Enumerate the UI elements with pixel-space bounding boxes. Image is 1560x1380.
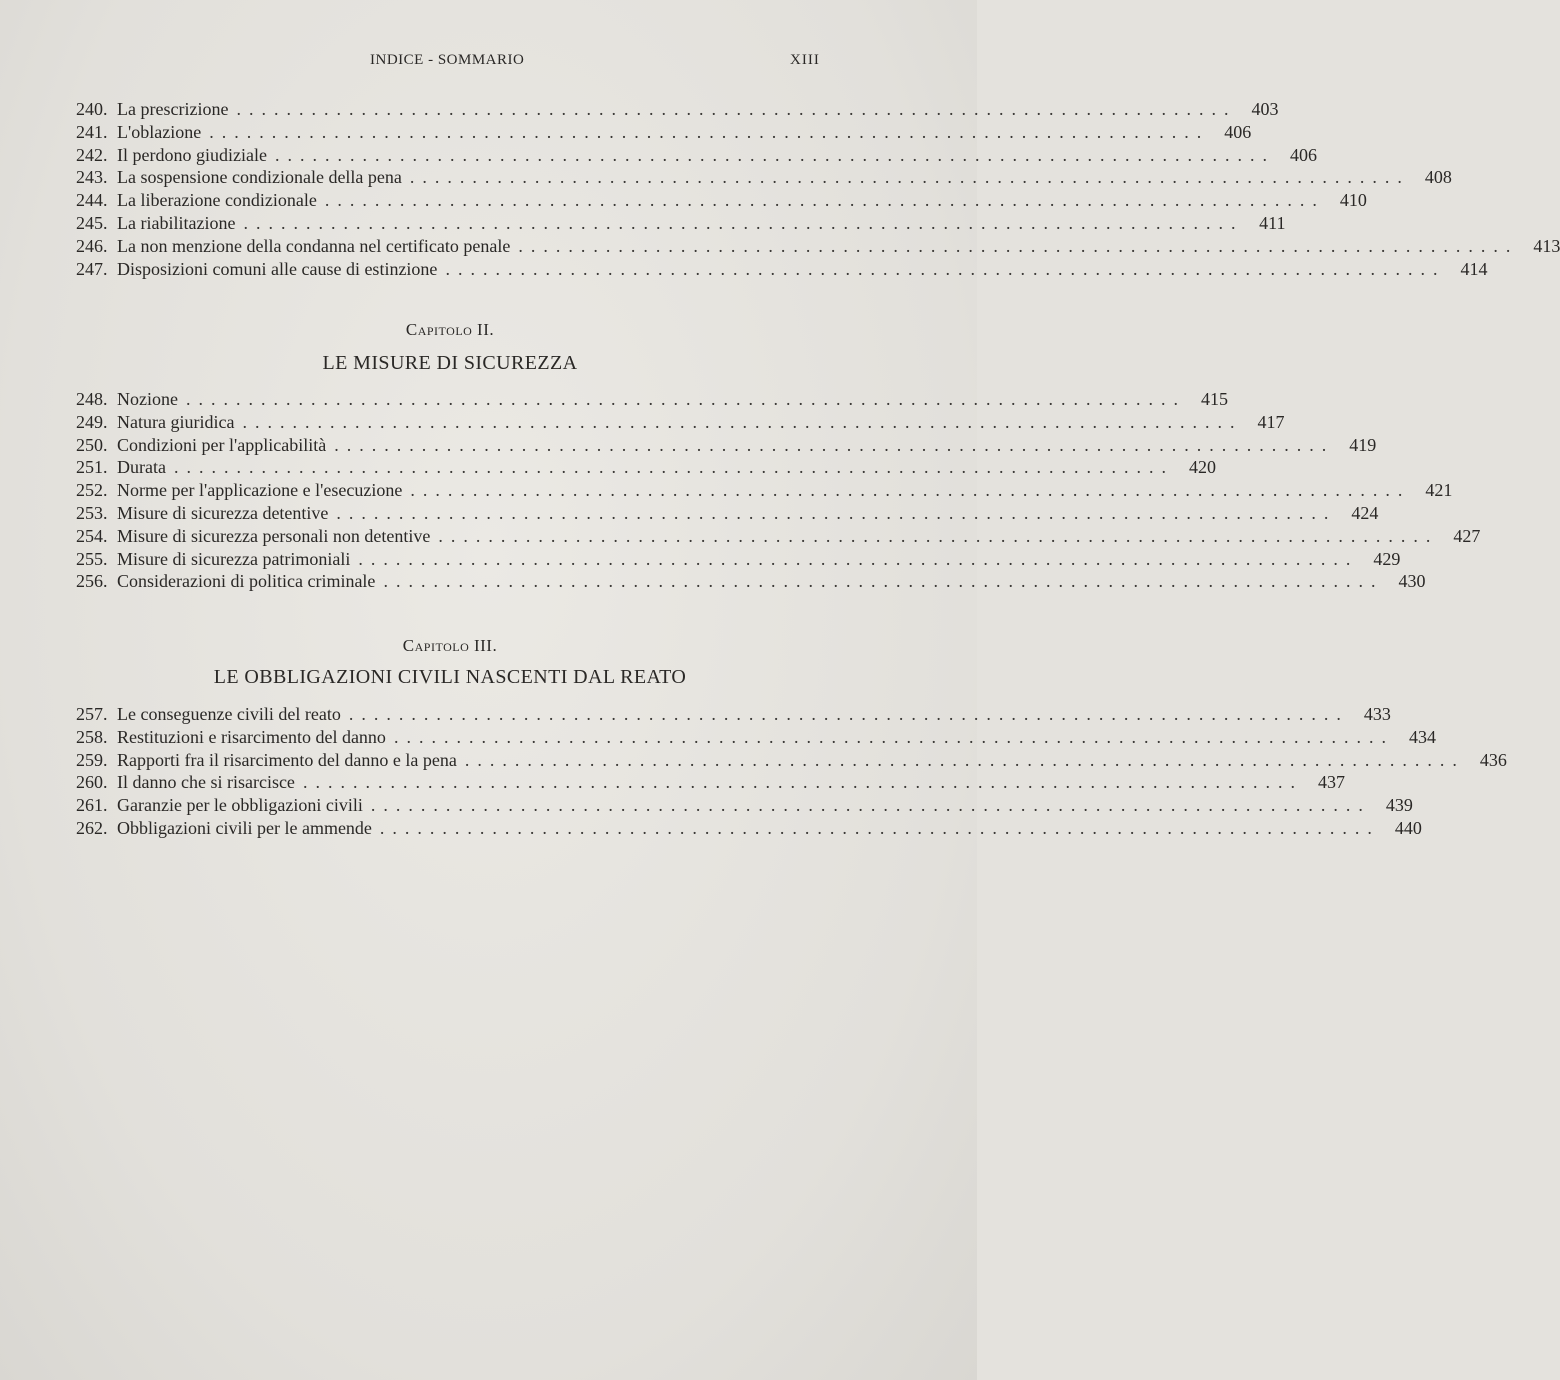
- leader-dots: ................................................................................: [464, 749, 1465, 770]
- entry-title: La non menzione della condanna nel certificato penale: [117, 235, 511, 256]
- chapter-title: LE MISURE DI SICUREZZA: [322, 352, 578, 374]
- entry-title: Misure di sicurezza detentive: [117, 502, 329, 523]
- toc-entry: [76, 548, 1401, 571]
- toc-entry: [76, 749, 1507, 772]
- leader-dots: ................................................................................: [334, 434, 1335, 455]
- entry-page: 414: [1460, 258, 1488, 279]
- entry-number: 247.: [76, 258, 108, 279]
- toc-entry: [76, 235, 1560, 258]
- entry-title: Restituzioni e risarcimento del danno: [117, 726, 386, 747]
- page-number: XIII: [790, 52, 820, 68]
- entry-number: 249.: [76, 411, 108, 432]
- leader-dots: ................................................................................: [438, 525, 1439, 546]
- toc-entry: [76, 189, 1367, 212]
- entry-number: 254.: [76, 525, 108, 546]
- toc-entry: [76, 144, 1317, 167]
- entry-number: 252.: [76, 480, 108, 501]
- leader-dots: ................................................................................: [302, 772, 1303, 793]
- entry-page: 436: [1479, 749, 1507, 770]
- entry-page: 408: [1424, 167, 1452, 188]
- leader-dots: ................................................................................: [348, 704, 1349, 724]
- leader-dots: ................................................................................: [209, 121, 1210, 142]
- entry-title: Norme per l'applicazione e l'esecuzione: [117, 480, 403, 501]
- entry-page: 433: [1363, 704, 1391, 724]
- entry-title: L'oblazione: [117, 121, 202, 142]
- leader-dots: ................................................................................: [370, 795, 1371, 816]
- entry-page: 413: [1533, 235, 1560, 256]
- entry-page: 417: [1257, 411, 1285, 432]
- entry-title: Natura giuridica: [117, 411, 235, 432]
- leader-dots: ................................................................................: [324, 190, 1325, 211]
- entry-title: Obbligazioni civili per le ammende: [117, 817, 372, 838]
- entry-number: 248.: [76, 389, 108, 409]
- entry-title: Misure di sicurezza personali non detentive: [117, 525, 431, 546]
- entry-page: 406: [1289, 144, 1317, 165]
- entry-title: Nozione: [117, 389, 178, 409]
- entry-number: 245.: [76, 212, 108, 233]
- toc-entry: [76, 411, 1285, 434]
- toc-list-chapter2: [76, 388, 1481, 593]
- toc-entry: [76, 166, 1452, 189]
- toc-entry: [76, 502, 1379, 525]
- entry-number: 257.: [76, 704, 108, 724]
- entry-page: 419: [1349, 434, 1377, 455]
- entry-number: 253.: [76, 502, 108, 523]
- entry-page: 427: [1453, 525, 1481, 546]
- chapter-label: Capitolo III.: [402, 636, 498, 655]
- toc-entry: [76, 771, 1345, 794]
- entry-page: 434: [1408, 726, 1436, 747]
- leader-dots: ................................................................................: [518, 235, 1519, 256]
- entry-page: 430: [1398, 571, 1426, 592]
- leader-dots: ................................................................................: [274, 144, 1275, 165]
- leader-dots: ................................................................................: [185, 389, 1186, 409]
- entry-title: La liberazione condizionale: [117, 190, 317, 211]
- leader-dots: ................................................................................: [242, 411, 1243, 432]
- entry-page: 415: [1200, 389, 1228, 409]
- entry-number: 259.: [76, 749, 108, 770]
- toc-entry: [76, 258, 1488, 281]
- toc-entry: [76, 121, 1252, 144]
- entry-title: La sospensione condizionale della pena: [117, 167, 402, 188]
- entry-number: 255.: [76, 548, 108, 569]
- entry-page: 403: [1251, 99, 1279, 119]
- leader-dots: ................................................................................: [393, 726, 1394, 747]
- entry-page: 410: [1339, 190, 1367, 211]
- entry-title: La riabilitazione: [117, 212, 236, 233]
- entry-number: 242.: [76, 144, 108, 165]
- entry-page: 420: [1188, 457, 1216, 478]
- toc-list-chapter3: [76, 703, 1507, 840]
- toc-entry: [76, 817, 1422, 840]
- entry-title: Garanzie per le obbligazioni civili: [117, 795, 363, 816]
- entry-number: 256.: [76, 571, 108, 592]
- entry-number: 250.: [76, 434, 108, 455]
- entry-title: Rapporti fra il risarcimento del danno e la pena: [117, 749, 457, 770]
- entry-number: 260.: [76, 772, 108, 793]
- toc-entry: [76, 726, 1436, 749]
- entry-page: 440: [1394, 817, 1422, 838]
- leader-dots: ................................................................................: [173, 457, 1174, 478]
- entry-page: 437: [1317, 772, 1345, 793]
- entry-page: 406: [1224, 121, 1252, 142]
- leader-dots: ................................................................................: [410, 480, 1411, 501]
- entry-page: 421: [1425, 480, 1453, 501]
- entry-number: 261.: [76, 795, 108, 816]
- entry-page: 424: [1351, 502, 1379, 523]
- entry-title: Considerazioni di politica criminale: [117, 571, 376, 592]
- entry-number: 258.: [76, 726, 108, 747]
- entry-title: Durata: [117, 457, 166, 478]
- leader-dots: ................................................................................: [243, 212, 1244, 233]
- toc-list-section1: [76, 98, 1560, 280]
- entry-title: Condizioni per l'applicabilità: [117, 434, 327, 455]
- entry-number: 244.: [76, 190, 108, 211]
- chapter-label: Capitolo II.: [405, 320, 495, 339]
- running-head: [0, 52, 977, 72]
- entry-title: Le conseguenze civili del reato: [117, 704, 341, 724]
- entry-page: 439: [1385, 795, 1413, 816]
- leader-dots: ................................................................................: [409, 167, 1410, 188]
- leader-dots: ................................................................................: [379, 817, 1380, 838]
- leader-dots: ................................................................................: [336, 502, 1337, 523]
- entry-title: La prescrizione: [117, 99, 229, 119]
- toc-entry: [76, 479, 1453, 502]
- toc-entry: [76, 456, 1216, 479]
- entry-number: 246.: [76, 235, 108, 256]
- entry-title: Misure di sicurezza patrimoniali: [117, 548, 351, 569]
- entry-number: 241.: [76, 121, 108, 142]
- entry-title: Il perdono giudiziale: [117, 144, 267, 165]
- entry-title: Disposizioni comuni alle cause di estinzione: [117, 258, 438, 279]
- running-title: INDICE - SOMMARIO: [370, 52, 525, 68]
- toc-entry: [76, 703, 1391, 726]
- leader-dots: ................................................................................: [445, 258, 1446, 279]
- toc-entry: [76, 570, 1426, 593]
- toc-entry: [76, 434, 1377, 457]
- entry-page: 429: [1373, 548, 1401, 569]
- entry-number: 251.: [76, 457, 108, 478]
- entry-number: 243.: [76, 167, 108, 188]
- toc-entry: [76, 98, 1279, 121]
- toc-entry: [76, 794, 1413, 817]
- leader-dots: ................................................................................: [236, 99, 1237, 119]
- leader-dots: ................................................................................: [358, 548, 1359, 569]
- chapter-title: LE OBBLIGAZIONI CIVILI NASCENTI DAL REATO: [213, 666, 687, 688]
- entry-page: 411: [1259, 212, 1286, 233]
- toc-entry: [76, 388, 1228, 411]
- entry-title: Il danno che si risarcisce: [117, 772, 295, 793]
- toc-entry: [76, 212, 1286, 235]
- toc-entry: [76, 525, 1481, 548]
- entry-number: 262.: [76, 817, 108, 838]
- entry-number: 240.: [76, 99, 108, 119]
- leader-dots: ................................................................................: [383, 571, 1384, 592]
